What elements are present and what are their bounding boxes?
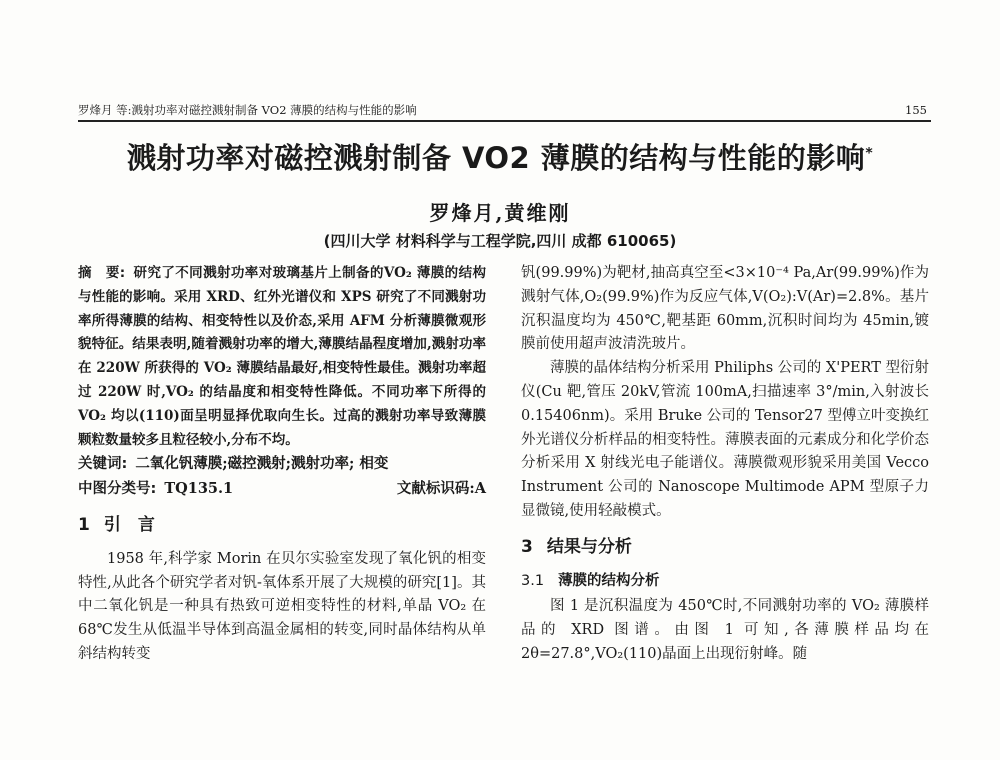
clc-label: 中图分类号: xyxy=(78,481,157,498)
abstract-label: 摘 要: xyxy=(78,265,126,281)
clc-code xyxy=(78,477,233,502)
running-title: 罗烽月 等:溅射功率对磁控溅射制备 VO2 薄膜的结构与性能的影响 xyxy=(78,103,417,117)
abstract-text: 研究了不同溅射功率对玻璃基片上制备的VO₂ 薄膜的结构与性能的影响。采用 XRD、红外光谱仪和 XPS 研究了不同溅射功率所得薄膜的结构、相变特性以及价态,采用 AFM 分析薄膜微观形貌特征。结果表明,随着溅射功率的增大,薄膜结晶程度增加,溅射功率在 220W 所获得的 VO₂ 薄膜结晶最好,相变特性最佳。溅射功率超过 220W 时,VO₂ 的结晶度和相变特性降低。不同功率下所得的 VO₂ 均以(110)面呈明显择优取向生长。过高的溅射功率导致薄膜颗粒数量较多且粒径较小,分布不均。 xyxy=(78,265,486,448)
page-number: 155 xyxy=(905,103,927,117)
subsection-title: 薄膜的结构分析 xyxy=(558,572,660,589)
keywords-label: 关键词: xyxy=(78,456,128,473)
subsection-number: 3.1 xyxy=(521,572,545,589)
section-heading-results xyxy=(521,536,929,560)
clc-value: TQ135.1 xyxy=(164,480,234,498)
xrd-paragraph: 图 1 是沉积温度为 450℃时,不同溅射功率的 VO₂ 薄膜样品的 XRD 图谱。由图 1 可知,各薄膜样品均在 2θ=27.8°,VO₂(110)晶面上出现衍射峰。随 xyxy=(521,598,929,662)
authors: 罗烽月,黄维刚 xyxy=(429,201,571,225)
right-column xyxy=(521,262,929,667)
doc-code xyxy=(397,477,486,502)
abstract xyxy=(78,262,486,452)
subsection-heading-structure xyxy=(521,570,929,594)
running-header xyxy=(78,102,931,122)
section-number: 1 xyxy=(78,514,90,535)
doc-label: 文献标识码: xyxy=(396,480,475,498)
characterization-paragraph: 薄膜的晶体结构分析采用 Philiphs 公司的 X'PERT 型衍射仪(Cu 靶,管压 20kV,管流 100mA,扫描速率 3°/min,入射波长 0.15406nm)。采用 Bruke 公司的 Tensor27 型傅立叶变换红外光谱仪分析样品的相变特性。薄膜表面的元素成分和化学价态分析采用 X 射线光电子能谱仪。薄膜微观形貌采用美国 Vecco Instrument 公司的 Nanoscope Multimode APM 型原子力显微镜,使用轻敲模式。 xyxy=(521,360,929,519)
section-title: 结果与分析 xyxy=(546,536,632,557)
title-footnote-mark: * xyxy=(865,145,874,162)
section-number: 3 xyxy=(521,536,533,557)
affiliation: (四川大学 材料科学与工程学院,四川 成都 610065) xyxy=(323,232,677,250)
left-column xyxy=(78,262,486,667)
section-heading-intro xyxy=(78,514,486,538)
doc-value: A xyxy=(474,480,486,498)
keywords xyxy=(78,452,486,477)
paper-title-text: 溅射功率对磁控溅射制备 VO2 薄膜的结构与性能的影响 xyxy=(126,141,866,175)
classification-line xyxy=(78,477,486,502)
intro-paragraph: 1958 年,科学家 Morin 在贝尔实验室发现了氧化钒的相变特性,从此各个研究学者对钒-氧体系开展了大规模的研究[1]。其中二氧化钒是一种具有热致可逆相变特性的材料,单晶 VO₂ 在 68℃发生从低温半导体到高温金属相的转变,同时晶体结构从单斜结构转变 xyxy=(78,550,486,662)
section-title: 引 言 xyxy=(103,514,155,535)
keywords-text: 二氧化钒薄膜;磁控溅射;溅射功率; 相变 xyxy=(135,455,389,473)
paper-title xyxy=(0,136,1000,177)
experiment-paragraph: 钒(99.99%)为靶材,抽高真空至<3×10⁻⁴ Pa,Ar(99.99%)作为溅射气体,O₂(99.9%)作为反应气体,V(O₂):V(Ar)=2.8%。基片沉积温度均为 450℃,靶基距 60mm,沉积时间均为 45min,镀膜前使用超声波清洗玻片。 xyxy=(521,265,929,353)
